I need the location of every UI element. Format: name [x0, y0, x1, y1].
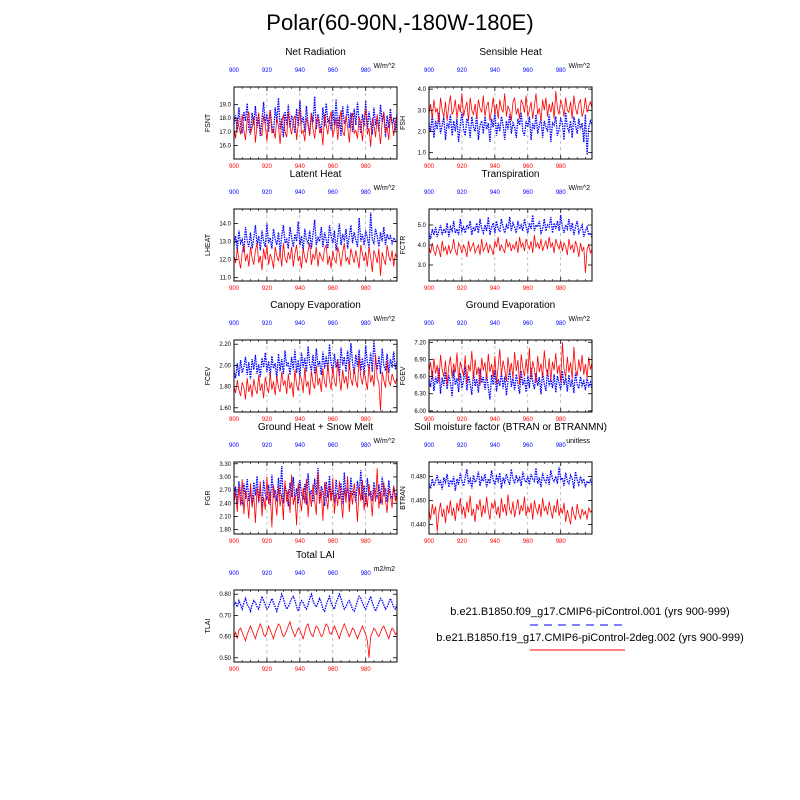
x-tick-label-top: 900	[423, 190, 435, 196]
y-axis-label: FSNT	[205, 113, 212, 133]
panel-title: Sensible Heat	[479, 47, 542, 58]
x-tick-label-bottom: 940	[489, 539, 500, 545]
panel-units: W/m^2	[568, 185, 590, 192]
x-tick-label-top: 980	[555, 443, 566, 449]
y-tick-label: 2.0	[417, 129, 426, 136]
x-tick-label-bottom: 960	[522, 164, 533, 170]
series-line-blue	[234, 466, 397, 508]
x-tick-label-bottom: 980	[360, 667, 371, 673]
x-tick-label-top: 980	[360, 571, 371, 577]
panel-title: Ground Heat + Snow Melt	[257, 422, 374, 433]
x-tick-label-bottom: 900	[228, 286, 240, 292]
y-tick-label: 18.0	[219, 116, 231, 123]
panel-7	[205, 422, 397, 545]
panel-units: W/m^2	[373, 438, 395, 445]
x-tick-label-bottom: 900	[423, 286, 435, 292]
series-line-red	[429, 235, 592, 273]
panel-3	[205, 169, 397, 292]
y-axis-label: BTRAN	[400, 486, 407, 510]
x-tick-label-bottom: 980	[360, 539, 371, 545]
panel-units: W/m^2	[373, 63, 395, 70]
x-tick-label-top: 900	[423, 443, 435, 449]
y-tick-label: 3.30	[219, 461, 231, 468]
panel-title: Transpiration	[481, 169, 540, 180]
x-tick-label-bottom: 940	[294, 164, 305, 170]
panel-units: W/m^2	[373, 185, 395, 192]
y-tick-label: 0.480	[410, 474, 426, 481]
y-tick-label: 13.0	[219, 239, 231, 246]
y-tick-label: 2.00	[219, 363, 231, 370]
x-tick-label-bottom: 920	[456, 164, 467, 170]
y-axis-label: FSH	[400, 116, 407, 130]
x-tick-label-top: 900	[228, 571, 240, 577]
y-tick-label: 6.60	[414, 374, 426, 381]
x-tick-label-top: 960	[522, 321, 533, 327]
y-tick-label: 1.80	[219, 384, 231, 391]
series-line-red	[429, 494, 592, 531]
y-tick-label: 2.10	[219, 514, 231, 521]
x-tick-label-bottom: 920	[261, 667, 272, 673]
x-tick-label-bottom: 920	[456, 286, 467, 292]
y-axis-label: FGEV	[400, 366, 407, 386]
x-tick-label-bottom: 900	[423, 539, 435, 545]
x-tick-label-bottom: 940	[489, 417, 500, 423]
panel-title: Total LAI	[296, 550, 335, 561]
panel-units: W/m^2	[568, 316, 590, 323]
series-line-blue	[429, 366, 592, 399]
x-tick-label-top: 980	[360, 321, 371, 327]
x-tick-label-top: 920	[261, 321, 272, 327]
x-tick-label-bottom: 980	[555, 286, 566, 292]
x-tick-label-top: 960	[327, 571, 338, 577]
panel-title: Soil moisture factor (BTRAN or BTRANMN)	[414, 422, 607, 433]
y-axis-label: LHEAT	[205, 233, 212, 257]
x-tick-label-bottom: 980	[360, 286, 371, 292]
y-axis-label: TLAI	[205, 618, 212, 634]
x-tick-label-top: 960	[327, 443, 338, 449]
series-line-red	[429, 91, 592, 123]
x-tick-label-bottom: 900	[228, 667, 240, 673]
y-tick-label: 4.0	[417, 243, 426, 249]
y-tick-label: 3.0	[417, 108, 426, 115]
y-tick-label: 2.70	[219, 488, 231, 495]
x-tick-label-top: 900	[228, 443, 240, 449]
x-tick-label-top: 980	[555, 190, 566, 196]
panel-title: Ground Evaporation	[465, 300, 556, 311]
panel-title: Canopy Evaporation	[270, 300, 361, 311]
y-tick-label: 1.60	[219, 405, 231, 412]
y-tick-label: 3.0	[417, 263, 426, 269]
y-tick-label: 2.20	[219, 342, 231, 349]
x-tick-label-top: 960	[522, 443, 533, 449]
x-tick-label-bottom: 900	[423, 164, 435, 170]
x-tick-label-bottom: 940	[294, 539, 305, 545]
x-tick-label-bottom: 980	[555, 539, 566, 545]
panel-units: m2/m2	[373, 566, 395, 573]
x-tick-label-top: 940	[294, 443, 305, 449]
x-tick-label-top: 900	[423, 68, 435, 74]
y-tick-label: 6.30	[414, 391, 426, 398]
y-tick-label: 16.0	[219, 143, 231, 150]
panel-title: Latent Heat	[289, 169, 342, 180]
x-tick-label-bottom: 960	[327, 667, 338, 673]
x-tick-label-bottom: 920	[456, 417, 467, 423]
x-tick-label-top: 940	[489, 190, 500, 196]
y-tick-label: 11.0	[219, 275, 231, 282]
y-tick-label: 0.80	[219, 592, 231, 599]
x-tick-label-top: 920	[261, 443, 272, 449]
x-tick-label-top: 960	[522, 190, 533, 196]
x-tick-label-bottom: 920	[456, 539, 467, 545]
x-tick-label-top: 900	[228, 68, 240, 74]
y-tick-label: 5.0	[417, 223, 426, 229]
y-tick-label: 0.60	[219, 634, 231, 641]
y-tick-label: 0.50	[219, 655, 231, 662]
y-tick-label: 0.70	[219, 613, 231, 620]
x-tick-label-bottom: 960	[327, 286, 338, 292]
x-tick-label-top: 940	[489, 321, 500, 327]
y-tick-label: 19.0	[219, 102, 231, 109]
panel-title: Net Radiation	[285, 47, 346, 58]
x-tick-label-top: 940	[294, 571, 305, 577]
x-tick-label-bottom: 960	[327, 417, 338, 423]
panel-units: W/m^2	[568, 63, 590, 70]
series-line-blue	[429, 215, 592, 239]
x-tick-label-top: 900	[423, 321, 435, 327]
x-tick-label-bottom: 960	[327, 164, 338, 170]
panel-8	[400, 422, 607, 545]
x-tick-label-top: 920	[261, 68, 272, 74]
panel-2	[400, 47, 592, 170]
x-tick-label-bottom: 900	[423, 417, 435, 423]
x-tick-label-bottom: 960	[522, 417, 533, 423]
series-line-blue	[429, 112, 592, 154]
panel-1	[205, 47, 397, 170]
x-tick-label-top: 980	[360, 190, 371, 196]
x-tick-label-top: 940	[489, 443, 500, 449]
panel-5	[205, 300, 397, 423]
y-tick-label: 2.40	[219, 501, 231, 508]
x-tick-label-top: 900	[228, 190, 240, 196]
x-tick-label-bottom: 920	[261, 286, 272, 292]
x-tick-label-top: 940	[294, 190, 305, 196]
panel-units: unitless	[566, 438, 590, 445]
x-tick-label-bottom: 920	[261, 164, 272, 170]
x-tick-label-bottom: 960	[522, 286, 533, 292]
y-axis-label: FCTR	[400, 235, 407, 255]
y-tick-label: 0.440	[410, 522, 426, 529]
x-tick-label-top: 960	[327, 321, 338, 327]
x-tick-label-bottom: 900	[228, 164, 240, 170]
x-tick-label-top: 960	[327, 68, 338, 74]
x-tick-label-bottom: 960	[327, 539, 338, 545]
x-tick-label-top: 920	[456, 321, 467, 327]
page-title: Polar(60-90N,-180W-180E)	[266, 10, 534, 35]
y-tick-label: 7.20	[414, 340, 426, 347]
x-tick-label-top: 920	[456, 68, 467, 74]
panel-9	[205, 550, 397, 673]
y-tick-label: 1.0	[417, 150, 426, 157]
x-tick-label-bottom: 920	[261, 417, 272, 423]
x-tick-label-bottom: 940	[489, 164, 500, 170]
legend-label-series-2: b.e21.B1850.f19_g17.CMIP6-piControl-2deg.002 (yrs 900-999)	[436, 632, 744, 644]
x-tick-label-bottom: 960	[522, 539, 533, 545]
x-tick-label-top: 900	[228, 321, 240, 327]
x-tick-label-top: 980	[555, 68, 566, 74]
x-tick-label-top: 940	[294, 68, 305, 74]
y-tick-label: 12.0	[219, 257, 231, 264]
series-line-red	[234, 243, 397, 275]
x-tick-label-top: 960	[327, 190, 338, 196]
x-tick-label-bottom: 940	[294, 417, 305, 423]
plot-frame	[234, 590, 397, 662]
panel-4	[400, 169, 592, 292]
x-tick-label-top: 920	[261, 571, 272, 577]
y-axis-label: FGR	[205, 490, 212, 506]
y-tick-label: 0.460	[410, 498, 426, 505]
x-tick-label-bottom: 980	[360, 417, 371, 423]
panel-units: W/m^2	[373, 316, 395, 323]
x-tick-label-top: 940	[489, 68, 500, 74]
x-tick-label-top: 920	[456, 443, 467, 449]
x-tick-label-bottom: 900	[228, 539, 240, 545]
y-tick-label: 17.0	[219, 129, 231, 136]
x-tick-label-top: 980	[360, 68, 371, 74]
y-tick-label: 4.0	[417, 87, 426, 94]
panel-6	[400, 300, 592, 423]
x-tick-label-top: 940	[294, 321, 305, 327]
x-tick-label-bottom: 980	[555, 164, 566, 170]
series-line-red	[234, 622, 397, 658]
x-tick-label-bottom: 980	[360, 164, 371, 170]
x-tick-label-bottom: 900	[228, 417, 240, 423]
legend-label-series-1: b.e21.B1850.f09_g17.CMIP6-piControl.001 (yrs 900-999)	[450, 606, 730, 618]
y-tick-label: 6.00	[414, 408, 426, 415]
x-tick-label-top: 980	[360, 443, 371, 449]
x-tick-label-bottom: 940	[489, 286, 500, 292]
y-tick-label: 14.0	[219, 221, 231, 228]
x-tick-label-top: 960	[522, 68, 533, 74]
x-tick-label-top: 920	[456, 190, 467, 196]
x-tick-label-bottom: 980	[555, 417, 566, 423]
x-tick-label-bottom: 920	[261, 539, 272, 545]
x-tick-label-bottom: 940	[294, 286, 305, 292]
series-line-blue	[429, 467, 592, 491]
x-tick-label-top: 920	[261, 190, 272, 196]
x-tick-label-bottom: 940	[294, 667, 305, 673]
y-axis-label: FCEV	[205, 366, 212, 386]
y-tick-label: 3.00	[219, 474, 231, 481]
x-tick-label-top: 980	[555, 321, 566, 327]
series-line-blue	[234, 594, 397, 611]
series-line-blue	[234, 213, 397, 253]
y-tick-label: 6.90	[414, 357, 426, 364]
y-tick-label: 1.80	[219, 527, 231, 534]
